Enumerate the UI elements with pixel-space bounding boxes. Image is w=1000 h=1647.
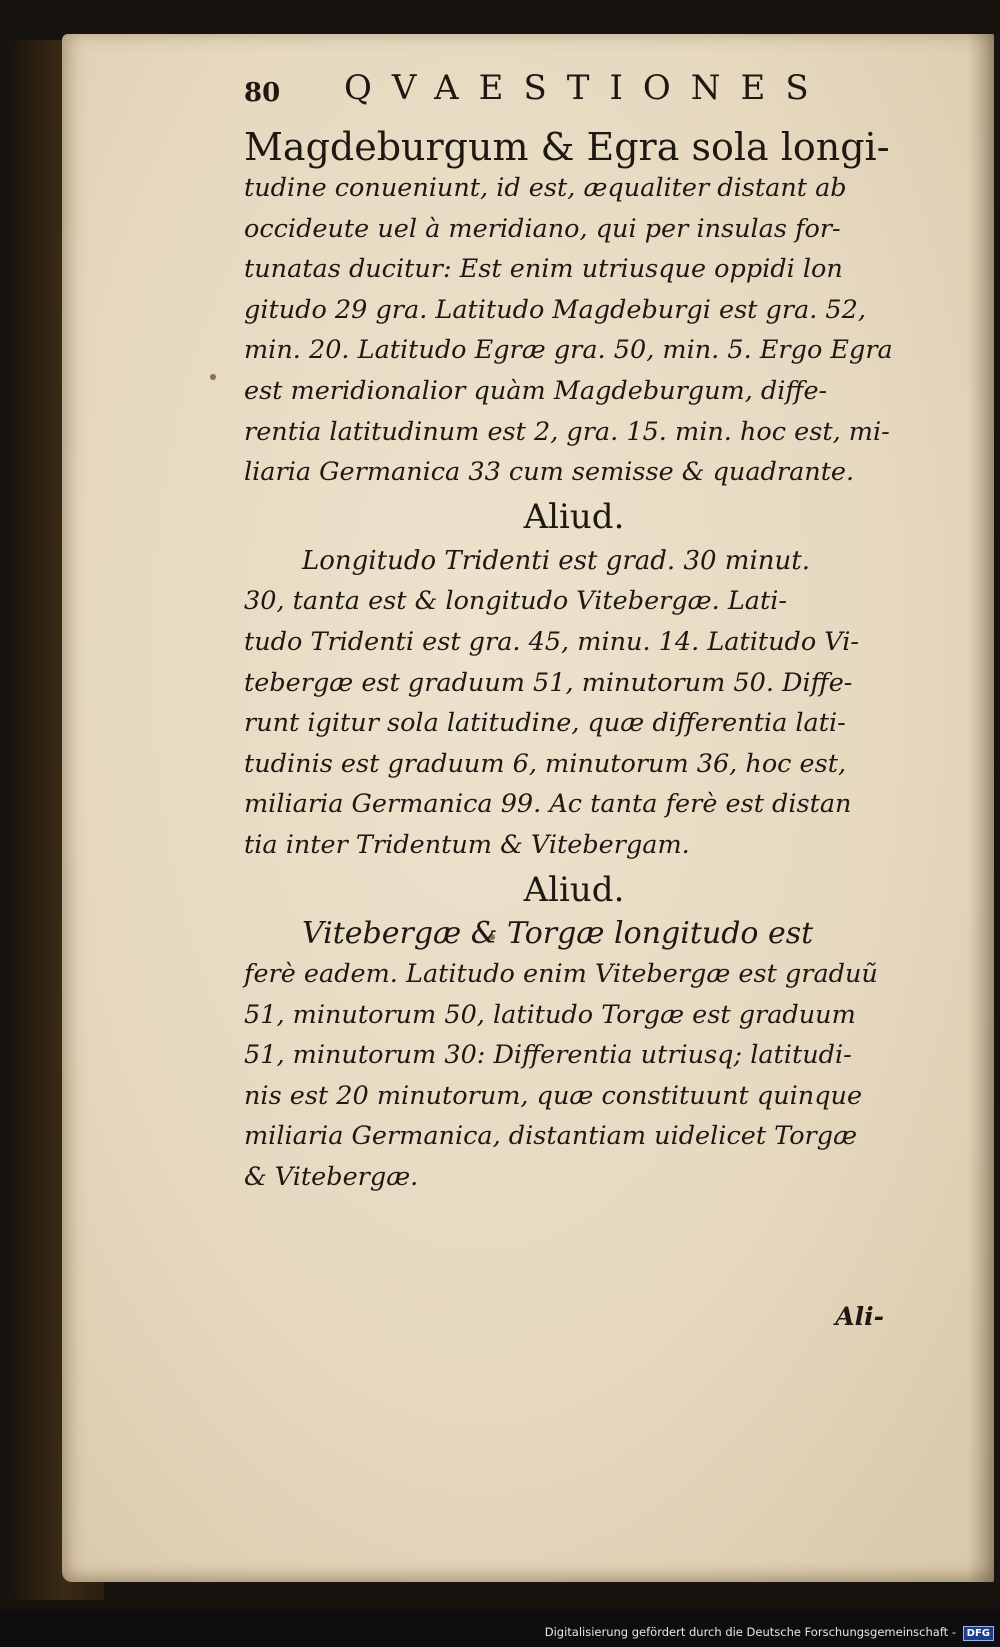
text-line: miliaria Germanica, distantiam uidelicet Torgæ xyxy=(244,1121,858,1152)
text-line: liaria Germanica 33 cum semisse & quadrante. xyxy=(244,457,855,488)
text-line: ferè eadem. Latitudo enim Vitebergæ est graduũ xyxy=(244,959,878,990)
text-line: rentia latitudinum est 2, gra. 15. min. hoc est, mi- xyxy=(244,416,890,447)
catchword: Ali- xyxy=(835,1302,884,1331)
paragraph-tridentum-viteberga xyxy=(244,541,904,866)
text-line: Magdeburgum & Egra sola longi- xyxy=(244,125,890,169)
digitization-footer xyxy=(0,1609,1000,1647)
funding-credit: Digitalisierung gefördert durch die Deutsche Forschungsgemeinschaft - xyxy=(544,1625,956,1639)
text-line: est meridionalior quàm Magdeburgum, diffe- xyxy=(244,375,828,406)
text-line: occideute uel à meridiano, qui per insulas for- xyxy=(244,213,841,244)
text-line: 51, minutorum 30: Differentia utriusq; latitudi- xyxy=(244,1040,852,1071)
text-line: tia inter Tridentum & Vitebergam. xyxy=(244,829,690,860)
text-line: 30, tanta est & longitudo Vitebergæ. Lati- xyxy=(244,586,788,617)
paragraph-viteberga-torga xyxy=(244,914,904,1198)
text-line: Longitudo Tridenti est grad. 30 minut. xyxy=(302,545,810,576)
text-line: miliaria Germanica 99. Ac tanta ferè est distan xyxy=(244,789,852,820)
text-line: runt igitur sola latitudine, quæ differentia lati- xyxy=(244,708,846,739)
page-text xyxy=(244,64,904,1331)
section-heading: Aliud. xyxy=(523,869,625,910)
paragraph-magdeburgum-egra xyxy=(244,126,904,493)
text-line: 51, minutorum 50, latitudo Torgæ est graduum xyxy=(244,999,856,1030)
text-line: gitudo 29 gra. Latitudo Magdeburgi est gra. 52, xyxy=(244,294,866,325)
page-header xyxy=(244,64,904,126)
text-line: tudine conueniunt, id est, æqualiter distant ab xyxy=(244,173,847,203)
text-line: min. 20. Latitudo Egræ gra. 50, min. 5. Ergo Egra xyxy=(244,335,893,366)
section-heading: Aliud. xyxy=(523,496,625,537)
text-line: nis est 20 minutorum, quæ constituunt quinque xyxy=(244,1080,863,1111)
running-title: QVAESTIONES xyxy=(344,68,829,108)
text-line: tebergæ est graduum 51, minutorum 50. Diffe- xyxy=(244,667,853,698)
text-line: tudinis est graduum 6, minutorum 36, hoc est, xyxy=(244,748,847,779)
dfg-logo: DFG xyxy=(963,1626,994,1641)
page-number: 80 xyxy=(244,78,281,108)
text-line: tudo Tridenti est gra. 45, minu. 14. Latitudo Vi- xyxy=(244,626,860,657)
page-gutter-shadow xyxy=(968,34,994,1582)
text-line: tunatas ducitur: Est enim utriusque oppidi lon xyxy=(244,254,843,285)
text-line: & Vitebergæ. xyxy=(244,1162,419,1193)
text-line: Vitebergæ & Torgæ longitudo est xyxy=(302,915,814,951)
paper-speck xyxy=(210,374,216,380)
